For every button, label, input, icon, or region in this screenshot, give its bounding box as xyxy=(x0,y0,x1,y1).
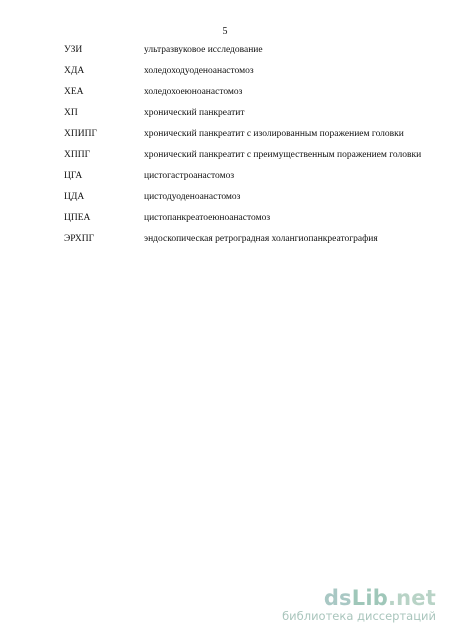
watermark-subtitle: библиотека диссертаций xyxy=(282,609,436,623)
logo-ds-text: ds xyxy=(323,586,352,610)
abbreviation-term: ХЕА xyxy=(64,87,84,97)
abbreviation-term: ХДА xyxy=(64,66,85,76)
abbreviation-term: УЗИ xyxy=(64,45,83,55)
abbreviation-row xyxy=(64,210,424,227)
abbreviation-row xyxy=(64,42,424,59)
abbreviation-row xyxy=(64,105,424,122)
abbreviation-row xyxy=(64,126,424,143)
abbreviation-definition: хронический панкреатит с изолированным поражением головки xyxy=(144,129,404,139)
abbreviation-term: ЦПЕА xyxy=(64,213,91,223)
abbreviation-row xyxy=(64,189,424,206)
abbreviation-row xyxy=(64,231,424,248)
abbreviation-definition: ультразвуковое исследование xyxy=(144,45,263,55)
abbreviation-term: ЦГА xyxy=(64,171,83,181)
dslib-logo xyxy=(282,587,436,609)
abbreviation-definition: цистогастроанастомоз xyxy=(144,171,235,181)
abbreviation-definition: хронический панкреатит с преимущественным поражением головки xyxy=(144,150,422,160)
logo-net-text: .net xyxy=(387,586,436,610)
abbreviation-term: ХППГ xyxy=(64,150,91,160)
abbreviation-row xyxy=(64,147,424,164)
abbreviation-term: ХПИПГ xyxy=(64,129,97,139)
logo-lib-text: Lib xyxy=(351,586,388,610)
abbreviation-term: ЦДА xyxy=(64,192,85,202)
abbreviation-list xyxy=(64,42,424,252)
page-number: 5 xyxy=(222,26,228,37)
abbreviation-row xyxy=(64,84,424,101)
abbreviation-definition: хронический панкреатит xyxy=(144,108,245,118)
abbreviation-definition: цистопанкреатоеюноанастомоз xyxy=(144,213,271,223)
abbreviation-row xyxy=(64,168,424,185)
abbreviation-definition: холедоходуоденоанастомоз xyxy=(144,66,254,76)
abbreviation-definition: холедохоеюноанастомоз xyxy=(144,87,243,97)
abbreviation-row xyxy=(64,63,424,80)
abbreviation-term: ХП xyxy=(64,108,78,118)
abbreviation-definition: цистодуоденоанастомоз xyxy=(144,192,241,202)
dslib-watermark xyxy=(282,587,436,623)
abbreviation-term: ЭРХПГ xyxy=(64,234,95,244)
abbreviation-definition: эндоскопическая ретроградная холангиопанкреатография xyxy=(144,234,378,244)
